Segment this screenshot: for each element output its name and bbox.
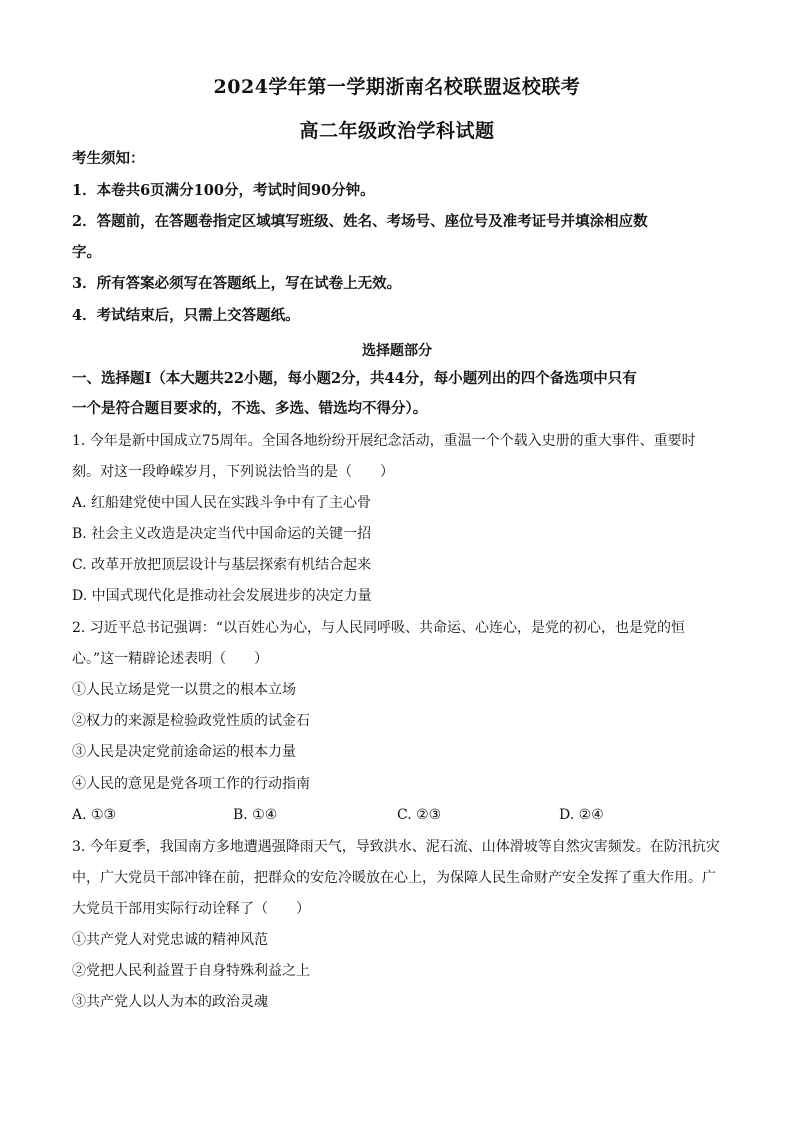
question-1-option-d: D. 中国式现代化是推动社会发展进步的决定力量 [72, 588, 372, 604]
section-part-title: 选择题部分 [362, 343, 432, 359]
notice-item: 2．答题前，在答题卷指定区域填写班级、姓名、考场号、座位号及准考证号并填涂相应数 [72, 213, 648, 230]
question-1-option-c: C. 改革开放把顶层设计与基层探索有机结合起来 [72, 557, 372, 573]
question-2-statement: ①人民立场是党一以贯之的根本立场 [72, 682, 296, 698]
section-instruction: 一个是符合题目要求的，不选、多选、错选均不得分）。 [72, 400, 428, 417]
question-2-choice-a: A. ①③ [72, 807, 117, 823]
notice-item: 4．考试结束后，只需上交答题纸。 [72, 307, 300, 324]
question-2-statement: ③人民是决定党前途命运的根本力量 [72, 744, 296, 760]
question-2-statement: ②权力的来源是检验政党性质的试金石 [72, 713, 310, 729]
question-1-stem: 1. 今年是新中国成立75周年。全国各地纷纷开展纪念活动，重温一个个载入史册的重大事件、重要时 [72, 433, 696, 449]
question-3-statement: ①共产党人对党忠诚的精神风范 [72, 932, 268, 948]
notice-item: 1．本卷共6页满分100分，考试时间90分钟。 [72, 182, 375, 199]
question-3-stem: 大党员干部用实际行动诠释了（ ） [72, 901, 310, 917]
exam-subtitle: 高二年级政治学科试题 [299, 120, 495, 142]
question-3-stem: 3. 今年夏季，我国南方多地遭遇强降雨天气，导致洪水、泥石流、山体滑坡等自然灾害频发。在防汛抗灾 [72, 839, 720, 855]
question-2-stem: 心。”这一精辟论述表明（ ） [72, 651, 269, 667]
question-3-stem: 中，广大党员干部冲锋在前，把群众的安危冷暖放在心上，为保障人民生命财产安全发挥了重大作用。广 [72, 870, 716, 886]
notice-item: 字。 [72, 244, 101, 261]
question-1-option-a: A. 红船建党使中国人民在实践斗争中有了主心骨 [72, 495, 372, 511]
question-2-stem: 2. 习近平总书记强调：“以百姓心为心，与人民同呼吸、共命运、心连心，是党的初心，也是党的恒 [72, 620, 685, 636]
notice-item: 3．所有答案必须写在答题纸上，写在试卷上无效。 [72, 275, 402, 292]
question-2-choice-c: C. ②③ [397, 807, 442, 823]
question-3-statement: ②党把人民利益置于自身特殊利益之上 [72, 963, 310, 979]
exam-title: 2024学年第一学期浙南名校联盟返校联考 [213, 76, 581, 98]
question-1-stem: 刻。对这一段峥嵘岁月，下列说法恰当的是（ ） [72, 464, 394, 480]
question-2-choice-b: B. ①④ [233, 807, 278, 823]
question-3-statement: ③共产党人以人为本的政治灵魂 [72, 994, 268, 1010]
section-instruction: 一、选择题Ⅰ（本大题共22小题，每小题2分，共44分，每小题列出的四个备选项中只有 [72, 370, 637, 387]
notice-heading: 考生须知： [72, 150, 145, 167]
question-1-option-b: B. 社会主义改造是决定当代中国命运的关键一招 [72, 526, 372, 542]
question-2-choice-d: D. ②④ [559, 807, 604, 823]
question-2-statement: ④人民的意见是党各项工作的行动指南 [72, 776, 310, 792]
